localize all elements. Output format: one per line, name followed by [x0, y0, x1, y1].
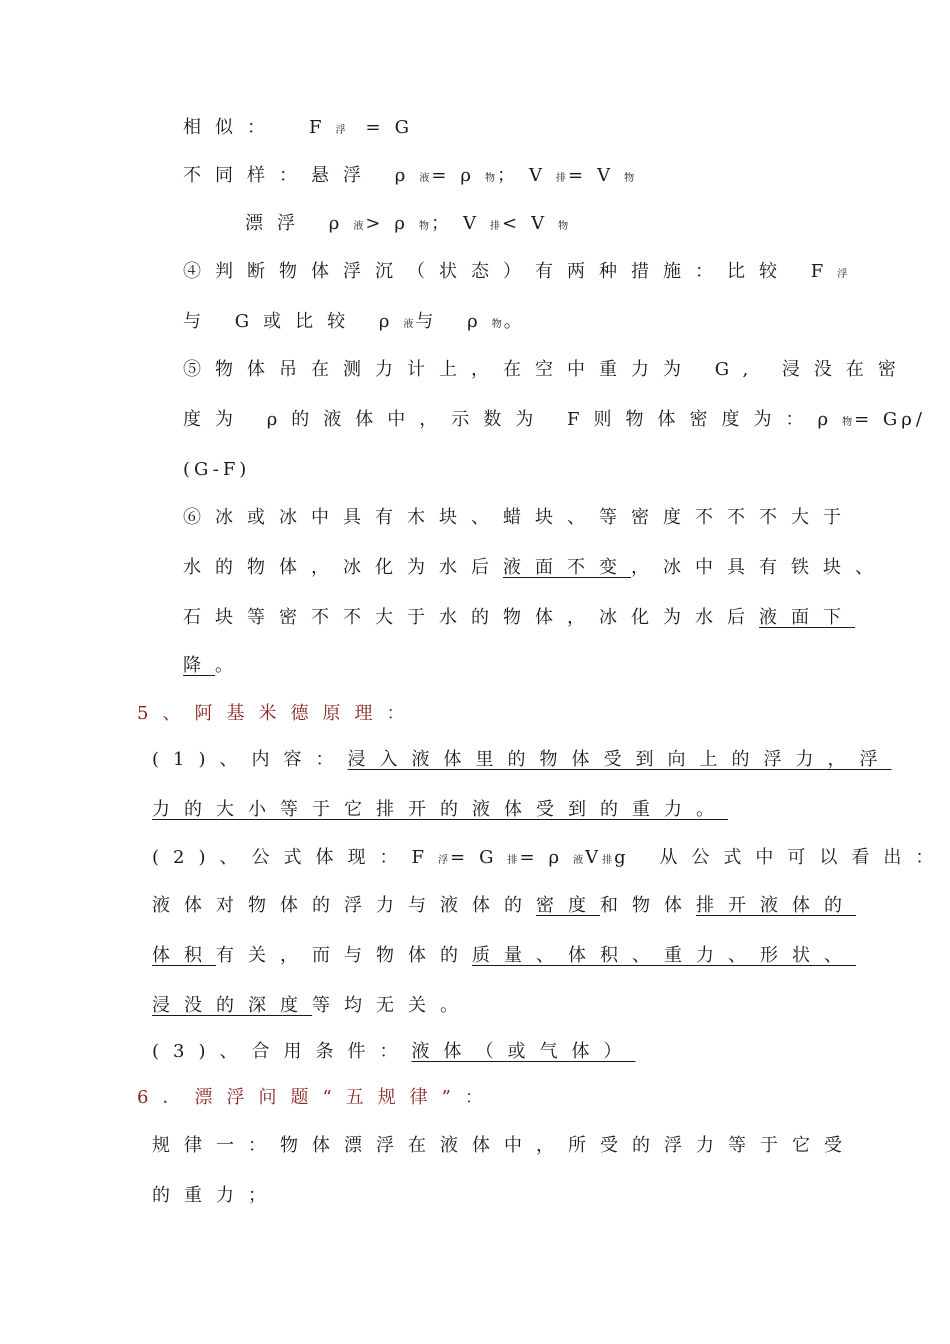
text: 漂浮 ρ — [245, 213, 354, 234]
line-float — [245, 212, 570, 239]
text: (3)、合用条件： — [152, 1041, 412, 1062]
text: 与 G或比较 ρ — [183, 311, 404, 332]
underlined-term: 液面不变 — [503, 557, 631, 578]
text: 与 ρ — [415, 311, 492, 332]
subscript: 排 — [507, 855, 520, 866]
underlined-term: 浸没的深度 — [152, 995, 312, 1016]
heading-archimedes — [137, 702, 418, 726]
text: 石块等密不不大于水的物体，冰化为水后 — [183, 607, 759, 628]
text: ；V — [496, 165, 556, 186]
text: =G — [450, 847, 508, 868]
text: F — [309, 117, 336, 138]
subscript: 浮 — [837, 269, 850, 280]
text: 和物体 — [600, 895, 696, 916]
text: 规律一：物体漂浮在液体中，所受的浮力等于它受 — [152, 1135, 856, 1156]
subscript: 物 — [624, 173, 637, 184]
text: ⑤物体吊在测力计上，在空中重力为 G, 浸没在密 — [183, 359, 910, 380]
text: = Gρ/ — [854, 409, 926, 430]
text: 的重力； — [152, 1185, 280, 1206]
text: 度为 ρ的液体中，示数为 F则物体密度为：ρ — [183, 409, 843, 430]
text: (1)、内容： — [152, 749, 348, 770]
line-density-3 — [183, 458, 250, 482]
underlined-term: 液体（或气体） — [411, 1041, 636, 1062]
line-similar — [183, 116, 423, 143]
subscript: 排 — [555, 173, 568, 184]
heading-text: 6．漂浮问题“五规律”： — [137, 1087, 497, 1108]
text: =ρ — [519, 847, 574, 868]
line-ice-2 — [183, 556, 887, 580]
line-conditions — [152, 1040, 636, 1064]
line-rule-1 — [152, 1134, 856, 1158]
subscript: 物 — [491, 319, 504, 330]
subscript: 物 — [484, 173, 497, 184]
underlined-term: 质量、体积、重力、形状、 — [472, 945, 856, 966]
underlined-term: 浸入液体里的物体受到向上的浮力，浮 — [347, 749, 892, 770]
text: ，冰中具有铁块、 — [631, 557, 887, 578]
text: V — [585, 847, 603, 868]
subscript: 液 — [419, 173, 432, 184]
line-content-2 — [152, 798, 728, 822]
line-different-suspend — [183, 164, 636, 191]
line-ice-4 — [183, 654, 247, 678]
text: =G — [365, 117, 423, 138]
text: ④判断物体浮沉（状态）有两种措施：比较 F — [183, 261, 838, 282]
text: 不同样：悬浮 ρ — [183, 165, 420, 186]
subscript: 排 — [602, 855, 615, 866]
line-factors-1 — [152, 894, 856, 918]
text: (G-F) — [183, 459, 251, 480]
line-rule-1-cont — [152, 1184, 280, 1208]
subscript: 液 — [573, 855, 586, 866]
text: =V — [567, 165, 625, 186]
underlined-term: 力的大小等于它排开的液体受到的重力。 — [152, 799, 728, 820]
subscript: 浮 — [335, 125, 348, 136]
text: 。 — [215, 655, 247, 676]
text: 等均无关。 — [312, 995, 472, 1016]
text: ⑥冰或冰中具有木块、蜡块、等密度不不不大于 — [183, 507, 855, 528]
subscript: 排 — [489, 221, 502, 232]
line-density-1 — [183, 358, 910, 382]
subscript: 物 — [842, 417, 855, 428]
line-judge-2 — [183, 310, 536, 337]
text: >ρ — [365, 213, 419, 234]
text: 相似： — [183, 117, 279, 138]
text: 有关，而与物体的 — [216, 945, 472, 966]
subscript: 物 — [558, 221, 571, 232]
text: ；V — [430, 213, 490, 234]
line-judge-1 — [183, 260, 849, 287]
underlined-term: 降 — [183, 655, 215, 676]
underlined-term: 排开液体的 — [696, 895, 856, 916]
line-content-1 — [152, 748, 892, 772]
subscript: 浮 — [438, 855, 450, 866]
underlined-term: 体积 — [152, 945, 216, 966]
line-formula — [152, 846, 947, 873]
heading-floating-rules — [137, 1086, 497, 1110]
text: 。 — [503, 311, 536, 332]
line-factors-2 — [152, 944, 856, 968]
line-density-2 — [183, 408, 926, 435]
underlined-term: 液面下 — [759, 607, 855, 628]
subscript: 液 — [353, 221, 366, 232]
line-ice-1 — [183, 506, 855, 530]
line-factors-3 — [152, 994, 472, 1018]
heading-text: 5、阿基米德原理： — [137, 703, 419, 724]
text: =ρ — [431, 165, 485, 186]
text: (2)、公式体现：F — [152, 847, 438, 868]
subscript: 液 — [403, 319, 416, 330]
text: g 从公式中可以看出： — [614, 847, 948, 868]
underlined-term: 密度 — [536, 895, 600, 916]
text: 水的物体，冰化为水后 — [183, 557, 503, 578]
line-ice-3 — [183, 606, 855, 630]
subscript: 物 — [418, 221, 431, 232]
text: 液体对物体的浮力与液体的 — [152, 895, 536, 916]
text: <V — [501, 213, 559, 234]
